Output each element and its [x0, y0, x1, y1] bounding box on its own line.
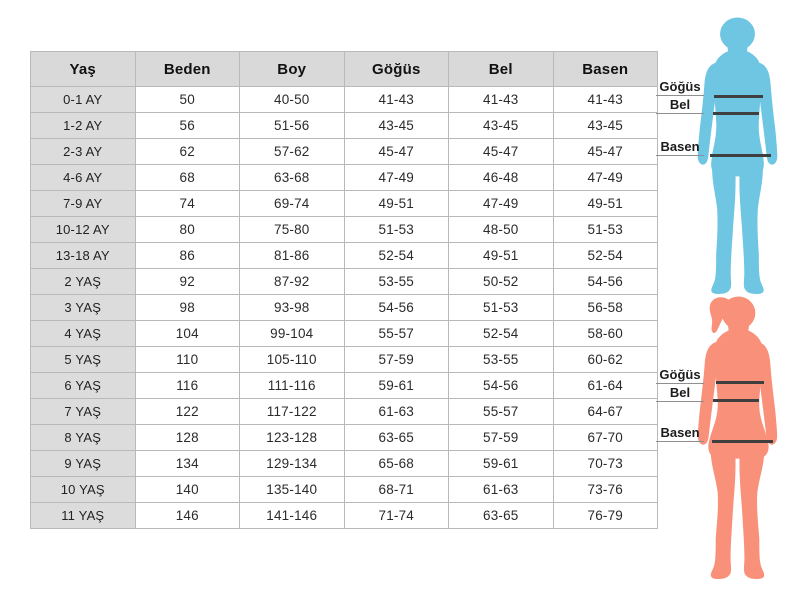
age-cell: 6 YAŞ: [31, 373, 136, 399]
table-row: [31, 425, 658, 451]
table-row: [31, 295, 658, 321]
value-cell: 46-48: [449, 165, 554, 191]
value-cell: 54-56: [553, 269, 658, 295]
value-cell: 58-60: [553, 321, 658, 347]
value-cell: 40-50: [240, 87, 345, 113]
value-cell: 134: [135, 451, 240, 477]
value-cell: 51-56: [240, 113, 345, 139]
value-cell: 51-53: [449, 295, 554, 321]
chest-measure-line-top: [714, 95, 763, 98]
value-cell: 61-63: [449, 477, 554, 503]
value-cell: 146: [135, 503, 240, 529]
value-cell: 68-71: [344, 477, 449, 503]
size-table: [30, 51, 658, 529]
waist-label-top: Bel: [656, 98, 704, 114]
table-row: [31, 373, 658, 399]
table-row: [31, 191, 658, 217]
age-cell: 10 YAŞ: [31, 477, 136, 503]
value-cell: 51-53: [553, 217, 658, 243]
value-cell: 86: [135, 243, 240, 269]
value-cell: 57-59: [449, 425, 554, 451]
value-cell: 57-59: [344, 347, 449, 373]
value-cell: 87-92: [240, 269, 345, 295]
table-row: [31, 87, 658, 113]
value-cell: 47-49: [344, 165, 449, 191]
value-cell: 49-51: [449, 243, 554, 269]
value-cell: 99-104: [240, 321, 345, 347]
column-header: Basen: [553, 52, 658, 87]
value-cell: 81-86: [240, 243, 345, 269]
value-cell: 43-45: [344, 113, 449, 139]
value-cell: 129-134: [240, 451, 345, 477]
value-cell: 80: [135, 217, 240, 243]
value-cell: 73-76: [553, 477, 658, 503]
table-body: [31, 87, 658, 529]
value-cell: 57-62: [240, 139, 345, 165]
age-cell: 7-9 AY: [31, 191, 136, 217]
age-cell: 2-3 AY: [31, 139, 136, 165]
value-cell: 50: [135, 87, 240, 113]
value-cell: 49-51: [553, 191, 658, 217]
table-row: [31, 139, 658, 165]
table-head: [31, 52, 658, 87]
value-cell: 76-79: [553, 503, 658, 529]
value-cell: 74: [135, 191, 240, 217]
age-cell: 1-2 AY: [31, 113, 136, 139]
waist-measure-line-bottom: [713, 399, 759, 402]
value-cell: 41-43: [553, 87, 658, 113]
value-cell: 61-63: [344, 399, 449, 425]
value-cell: 54-56: [344, 295, 449, 321]
value-cell: 43-45: [553, 113, 658, 139]
value-cell: 45-47: [553, 139, 658, 165]
value-cell: 47-49: [449, 191, 554, 217]
age-cell: 11 YAŞ: [31, 503, 136, 529]
value-cell: 141-146: [240, 503, 345, 529]
value-cell: 60-62: [553, 347, 658, 373]
value-cell: 116: [135, 373, 240, 399]
value-cell: 56-58: [553, 295, 658, 321]
hip-label-bottom: Basen: [656, 426, 704, 442]
value-cell: 52-54: [344, 243, 449, 269]
age-cell: 2 YAŞ: [31, 269, 136, 295]
value-cell: 62: [135, 139, 240, 165]
table-row: [31, 477, 658, 503]
value-cell: 61-64: [553, 373, 658, 399]
value-cell: 75-80: [240, 217, 345, 243]
waist-measure-line-top: [713, 112, 759, 115]
value-cell: 65-68: [344, 451, 449, 477]
value-cell: 59-61: [449, 451, 554, 477]
table-row: [31, 451, 658, 477]
value-cell: 122: [135, 399, 240, 425]
value-cell: 117-122: [240, 399, 345, 425]
age-cell: 9 YAŞ: [31, 451, 136, 477]
table-row: [31, 217, 658, 243]
value-cell: 45-47: [449, 139, 554, 165]
age-cell: 10-12 AY: [31, 217, 136, 243]
column-header: Yaş: [31, 52, 136, 87]
table-row: [31, 321, 658, 347]
value-cell: 49-51: [344, 191, 449, 217]
value-cell: 63-65: [344, 425, 449, 451]
value-cell: 53-55: [449, 347, 554, 373]
value-cell: 52-54: [553, 243, 658, 269]
age-cell: 5 YAŞ: [31, 347, 136, 373]
age-cell: 13-18 AY: [31, 243, 136, 269]
value-cell: 50-52: [449, 269, 554, 295]
value-cell: 51-53: [344, 217, 449, 243]
value-cell: 54-56: [449, 373, 554, 399]
age-cell: 4 YAŞ: [31, 321, 136, 347]
table-row: [31, 399, 658, 425]
header-row: [31, 52, 658, 87]
age-cell: 3 YAŞ: [31, 295, 136, 321]
table-row: [31, 347, 658, 373]
value-cell: 140: [135, 477, 240, 503]
chest-measure-line-bottom: [716, 381, 764, 384]
chest-label-bottom: Göğüs: [656, 368, 704, 384]
value-cell: 69-74: [240, 191, 345, 217]
value-cell: 52-54: [449, 321, 554, 347]
value-cell: 128: [135, 425, 240, 451]
value-cell: 63-68: [240, 165, 345, 191]
column-header: Beden: [135, 52, 240, 87]
value-cell: 63-65: [449, 503, 554, 529]
value-cell: 64-67: [553, 399, 658, 425]
value-cell: 92: [135, 269, 240, 295]
value-cell: 41-43: [344, 87, 449, 113]
value-cell: 55-57: [449, 399, 554, 425]
value-cell: 105-110: [240, 347, 345, 373]
table-row: [31, 165, 658, 191]
value-cell: 70-73: [553, 451, 658, 477]
age-cell: 7 YAŞ: [31, 399, 136, 425]
hip-label-top: Basen: [656, 140, 704, 156]
value-cell: 93-98: [240, 295, 345, 321]
value-cell: 135-140: [240, 477, 345, 503]
value-cell: 59-61: [344, 373, 449, 399]
table-row: [31, 503, 658, 529]
value-cell: 110: [135, 347, 240, 373]
value-cell: 68: [135, 165, 240, 191]
value-cell: 123-128: [240, 425, 345, 451]
table-row: [31, 243, 658, 269]
table-row: [31, 269, 658, 295]
column-header: Bel: [449, 52, 554, 87]
value-cell: 71-74: [344, 503, 449, 529]
value-cell: 45-47: [344, 139, 449, 165]
value-cell: 67-70: [553, 425, 658, 451]
age-cell: 4-6 AY: [31, 165, 136, 191]
column-header: Göğüs: [344, 52, 449, 87]
value-cell: 48-50: [449, 217, 554, 243]
value-cell: 111-116: [240, 373, 345, 399]
value-cell: 56: [135, 113, 240, 139]
value-cell: 98: [135, 295, 240, 321]
waist-label-bottom: Bel: [656, 386, 704, 402]
table-row: [31, 113, 658, 139]
chest-label-top: Göğüs: [656, 80, 704, 96]
value-cell: 41-43: [449, 87, 554, 113]
value-cell: 53-55: [344, 269, 449, 295]
value-cell: 47-49: [553, 165, 658, 191]
value-cell: 43-45: [449, 113, 554, 139]
column-header: Boy: [240, 52, 345, 87]
age-cell: 8 YAŞ: [31, 425, 136, 451]
value-cell: 104: [135, 321, 240, 347]
hip-measure-line-top: [710, 154, 771, 157]
value-cell: 55-57: [344, 321, 449, 347]
hip-measure-line-bottom: [712, 440, 773, 443]
age-cell: 0-1 AY: [31, 87, 136, 113]
